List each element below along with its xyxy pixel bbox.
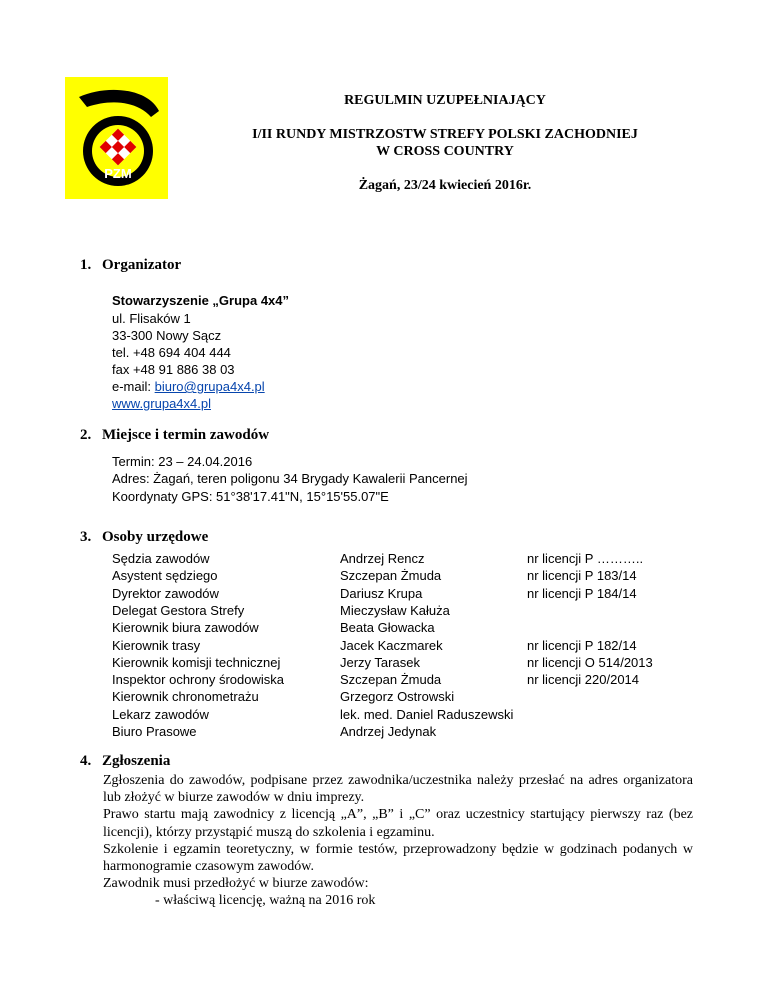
email-link[interactable]: biuro@grupa4x4.pl [154, 379, 265, 394]
official-name: Andrzej Rencz [340, 551, 425, 566]
official-license: nr licencji P 182/14 [527, 637, 637, 653]
organizer-email-line [112, 379, 265, 394]
official-name: Andrzej Jedynak [340, 724, 437, 739]
applications-paragraph: Zawodnik musi przedłożyć w biurze zawodów: [103, 876, 369, 892]
official-name: Dariusz Krupa [340, 585, 423, 601]
applications-list-item: - właściwą licencję, ważną na 2016 rok [155, 893, 376, 909]
section-organizer-heading [80, 257, 181, 274]
venue-gps: Koordynaty GPS: 51°38'17.41"N, 15°15'55.07"E [112, 489, 389, 504]
organizer-website-line [112, 396, 211, 411]
section-officials-heading [80, 529, 208, 546]
official-license: nr licencji 220/2014 [527, 672, 640, 688]
official-role: Kierownik trasy [112, 637, 201, 653]
applications-paragraph: Prawo startu mają zawodnicy z licencją „A”, „B” i „C” oraz uczestnicy startujący pierwszy raz (bez licencji), którzy przystąpić muszą do szkolenia i egzaminu. [103, 807, 693, 840]
official-license: nr licencji P 184/14 [527, 585, 637, 601]
document-date: Żagań, 23/24 kwiecień 2016r. [358, 178, 532, 193]
official-role: Lekarz zawodów [112, 706, 209, 722]
applications-body [103, 772, 693, 910]
official-license: nr licencji O 514/2013 [527, 654, 653, 670]
official-role: Dyrektor zawodów [112, 585, 219, 601]
organizer-city: 33-300 Nowy Sącz [112, 328, 222, 343]
section-number: 4. [80, 753, 92, 769]
section-title: Zgłoszenia [102, 753, 171, 769]
section-number: 1. [80, 257, 92, 273]
logo-text: PZM [104, 166, 132, 181]
section-applications-heading [80, 753, 170, 770]
organizer-phone: tel. +48 694 404 444 [112, 345, 231, 360]
official-name: Mieczysław Kałuża [340, 602, 450, 618]
official-name: Szczepan Żmuda [340, 672, 442, 688]
official-name: Beata Głowacka [340, 620, 435, 636]
venue-address: Adres: Żagań, teren poligonu 34 Brygady Kawalerii Pancernej [112, 471, 468, 486]
official-role: Asystent sędziego [112, 568, 218, 584]
official-name: Grzegorz Ostrowski [340, 689, 455, 705]
section-title: Miejsce i termin zawodów [102, 427, 270, 443]
organizer-name: Stowarzyszenie „Grupa 4x4” [112, 293, 290, 308]
organizer-street: ul. Flisaków 1 [112, 311, 191, 326]
pzm-logo [65, 77, 168, 199]
section-number: 3. [80, 529, 92, 545]
official-role: Kierownik chronometrażu [112, 689, 259, 705]
email-label: e-mail: [112, 379, 155, 394]
organizer-fax: fax +48 91 886 38 03 [112, 362, 235, 377]
document-subtitle-line2: W CROSS COUNTRY [376, 144, 514, 159]
document-title: REGULMIN UZUPEŁNIAJĄCY [344, 93, 546, 108]
official-role: Biuro Prasowe [112, 724, 197, 739]
document-subtitle-line1: I/II RUNDY MISTRZOSTW STREFY POLSKI ZACHODNIEJ [252, 127, 638, 142]
venue-term: Termin: 23 – 24.04.2016 [112, 454, 253, 469]
official-name: lek. med. Daniel Raduszewski [340, 706, 514, 722]
official-role: Kierownik komisji technicznej [112, 654, 281, 670]
section-title: Osoby urzędowe [102, 529, 209, 545]
official-role: Sędzia zawodów [112, 551, 210, 566]
official-license: nr licencji P ……….. [527, 551, 644, 566]
official-name: Jerzy Tarasek [340, 654, 420, 670]
section-title: Organizator [102, 257, 182, 273]
applications-paragraph: Zgłoszenia do zawodów, podpisane przez zawodnika/uczestnika należy przesłać na adres organizatora lub złożyć w biurze zawodów w dniu imprezy. [103, 773, 693, 806]
official-role: Kierownik biura zawodów [112, 620, 259, 636]
applications-paragraph: Szkolenie i egzamin teoretyczny, w formie testów, przeprowadzony będzie w godzinach podanych w harmonogramie czasowym zawodów. [103, 841, 693, 875]
official-license: nr licencji P 183/14 [527, 568, 637, 584]
section-venue-heading [80, 427, 269, 444]
official-role: Delegat Gestora Strefy [112, 602, 245, 618]
website-link[interactable]: www.grupa4x4.pl [112, 396, 211, 411]
official-name: Jacek Kaczmarek [340, 637, 443, 653]
official-role: Inspektor ochrony środowiska [112, 672, 284, 688]
official-name: Szczepan Żmuda [340, 568, 442, 584]
pzm-logo-graphic [65, 77, 168, 199]
section-number: 2. [80, 427, 92, 443]
